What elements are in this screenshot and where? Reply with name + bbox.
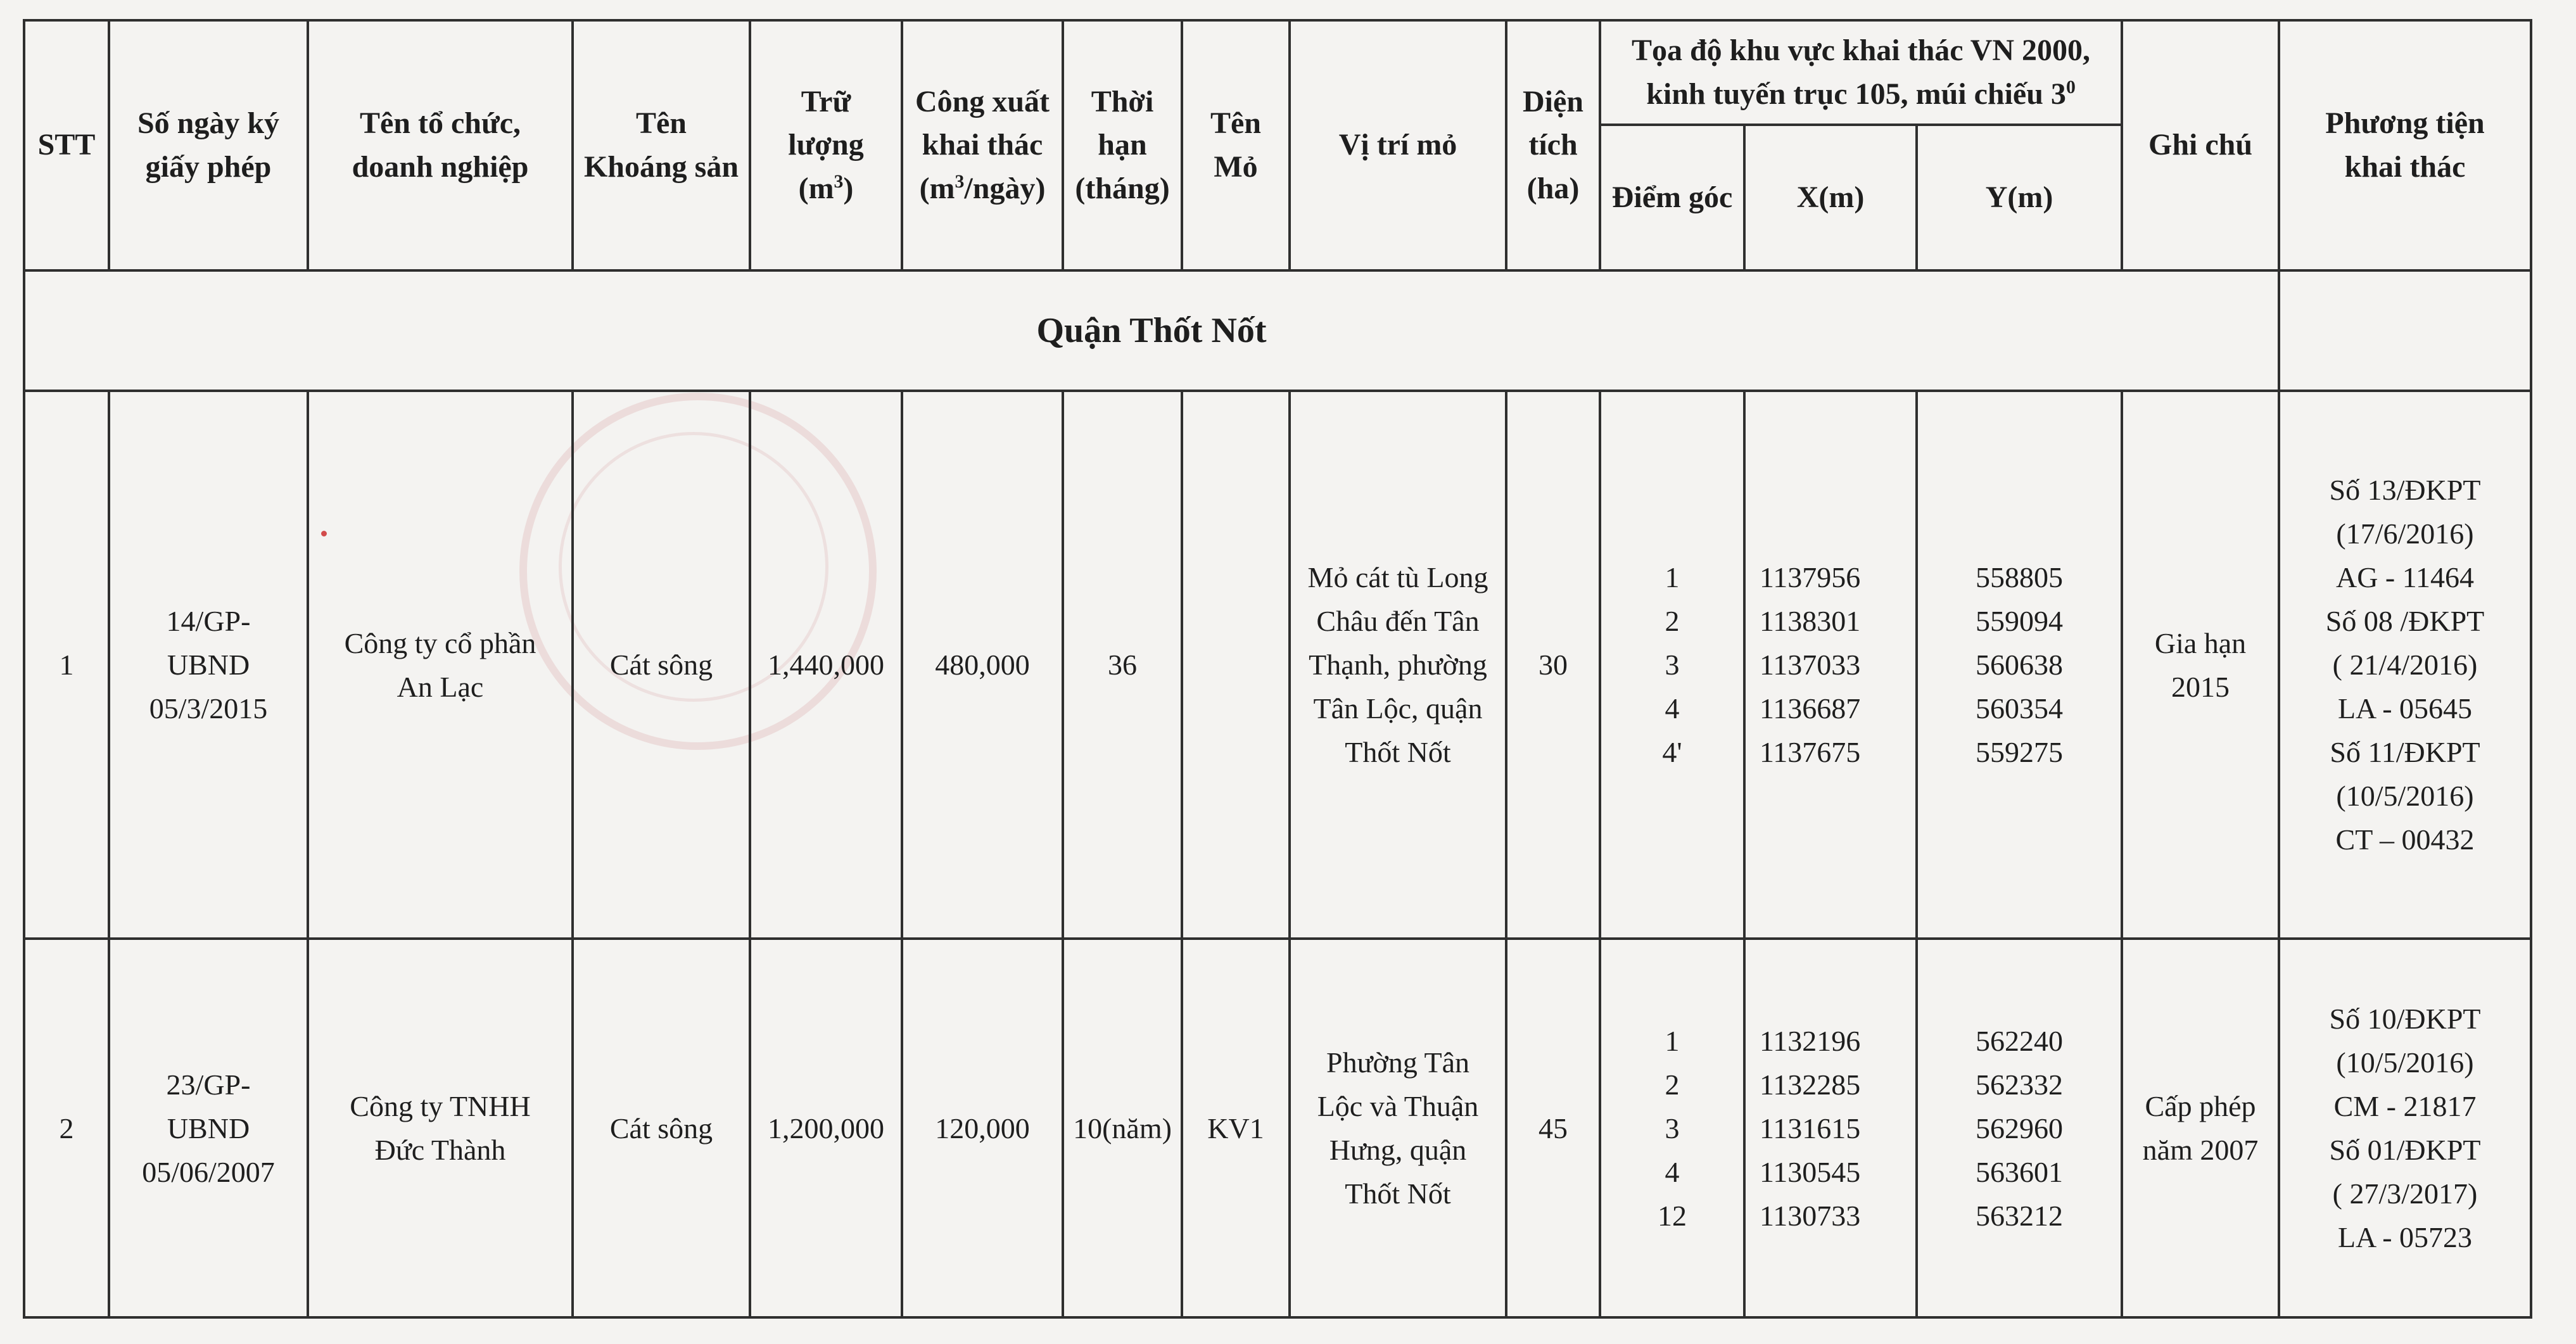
header-mine-name: Tên Mỏ	[1182, 20, 1290, 270]
section-row-empty-cell	[2279, 270, 2531, 391]
cell-capacity: 120,000	[902, 939, 1063, 1317]
cell-corner-points: 1 2 3 4 4'	[1600, 391, 1744, 939]
header-x: X(m)	[1744, 125, 1917, 270]
cell-duration: 36	[1063, 391, 1182, 939]
header-duration: Thời hạn (tháng)	[1063, 20, 1182, 270]
table-row	[24, 391, 2531, 939]
cell-capacity: 480,000	[902, 391, 1063, 939]
header-area: Diện tích (ha)	[1506, 20, 1600, 270]
cell-x-coordinates: 1137956 1138301 1137033 1136687 1137675	[1744, 391, 1917, 939]
cell-mine-name: KV1	[1182, 939, 1290, 1317]
cell-location: Phường Tân Lộc và Thuận Hưng, quận Thốt Nốt	[1290, 939, 1506, 1317]
header-corner-point: Điểm góc	[1600, 125, 1744, 270]
cell-notes: Cấp phép năm 2007	[2122, 939, 2279, 1317]
cell-mine-name	[1182, 391, 1290, 939]
table-row	[24, 939, 2531, 1317]
cell-y-coordinates: 558805 559094 560638 560354 559275	[1917, 391, 2122, 939]
section-title-district: Quận Thốt Nốt	[24, 270, 2279, 391]
cell-stt: 1	[24, 391, 109, 939]
cell-organization: Công ty TNHH Đức Thành	[308, 939, 573, 1317]
cell-y-coordinates: 562240 562332 562960 563601 563212	[1917, 939, 2122, 1317]
header-organization-name: Tên tổ chức, doanh nghiệp	[308, 20, 573, 270]
cell-location: Mỏ cát tù Long Châu đến Tân Thạnh, phường Tân Lộc, quận Thốt Nốt	[1290, 391, 1506, 939]
cell-duration: 10(năm)	[1063, 939, 1182, 1317]
cell-area: 45	[1506, 939, 1600, 1317]
table-header	[24, 20, 2531, 270]
section-row	[24, 270, 2531, 391]
header-stt: STT	[24, 20, 109, 270]
cell-corner-points: 1 2 3 4 12	[1600, 939, 1744, 1317]
cell-mineral: Cát sông	[573, 939, 750, 1317]
cell-x-coordinates: 1132196 1132285 1131615 1130545 1130733	[1744, 939, 1917, 1317]
header-license-number-date: Số ngày ký giấy phép	[109, 20, 308, 270]
cell-mineral: Cát sông	[573, 391, 750, 939]
header-y: Y(m)	[1917, 125, 2122, 270]
header-mineral-name: Tên Khoáng sản	[573, 20, 750, 270]
header-vehicles: Phương tiện khai thác	[2279, 20, 2531, 270]
cell-reserves: 1,440,000	[750, 391, 902, 939]
header-mine-location: Vị trí mỏ	[1290, 20, 1506, 270]
cell-vehicles: Số 10/ĐKPT (10/5/2016) CM - 21817 Số 01/ĐKPT ( 27/3/2017) LA - 05723	[2279, 939, 2531, 1317]
cell-stt: 2	[24, 939, 109, 1317]
cell-license: 23/GP- UBND 05/06/2007	[109, 939, 308, 1317]
cell-license: 14/GP- UBND 05/3/2015	[109, 391, 308, 939]
header-notes: Ghi chú	[2122, 20, 2279, 270]
header-coordinates-group: Tọa độ khu vực khai thác VN 2000, kinh tuyến trục 105, múi chiếu $3^0$	[1600, 20, 2122, 125]
cell-reserves: 1,200,000	[750, 939, 902, 1317]
cell-area: 30	[1506, 391, 1600, 939]
cell-notes: Gia hạn 2015	[2122, 391, 2279, 939]
header-extraction-capacity: Công xuất khai thác $(m^3/ngày)$	[902, 20, 1063, 270]
header-reserves: Trữ lượng $(m^3)$	[750, 20, 902, 270]
mining-license-table	[23, 19, 2532, 1319]
cell-organization: Công ty cổ phần An Lạc	[308, 391, 573, 939]
cell-vehicles: Số 13/ĐKPT (17/6/2016) AG - 11464 Số 08 /ĐKPT ( 21/4/2016) LA - 05645 Số 11/ĐKPT (10/5/2016) CT – 00432	[2279, 391, 2531, 939]
